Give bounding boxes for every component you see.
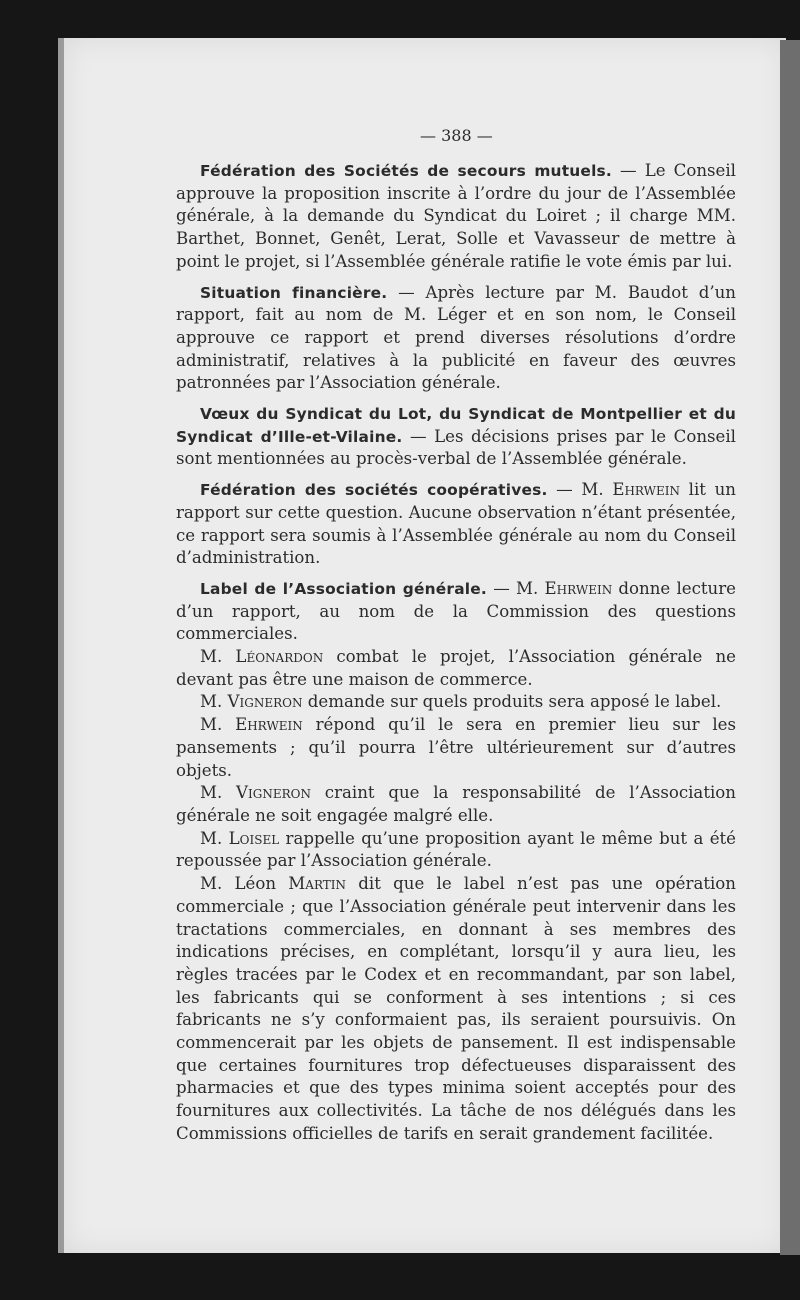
paragraph-voeux-syndicats xyxy=(176,403,736,471)
person-name: Ehrwein xyxy=(544,578,613,598)
paragraph-text: M. xyxy=(200,783,237,803)
discussion-paragraph xyxy=(176,873,736,1145)
paragraph-text: — Le Conseil approuve la proposition inscrite à l’ordre du jour de l’Assemblée générale, à la demande du Syndicat du Loiret ; il charge MM. Barthet, Bonnet, Genêt, Lerat, Solle et Vavasseur de mettre à point le projet, si l’Assemblée générale ratifie le vote émis par lui. xyxy=(176,161,736,271)
paragraph-text: dit que le label n’est pas une opération commerciale ; que l’Association générale peut intervenir dans les tractations commerciales, en donnant à ses membres des indications précises, en complétant, lorsqu’il y aura lieu, les règles tracées par le Codex et en recommandant, par son label, les fabricants qui se conforment à ses intentions ; si ces fabricants ne s’y conformaient pas, ils seraient poursuivis. On commencerait par les objets de pansement. Il est indispensable que certaines fournitures trop défectueuses disparaissent des pharmacies et que des types minima soient acceptés pour des fournitures aux collectivités. La tâche de nos délégués dans les Commissions officielles de tarifs en serait grandement facilitée. xyxy=(176,874,736,1143)
person-name: Ehrwein xyxy=(235,715,303,735)
paragraph-label-association xyxy=(176,578,736,646)
person-name: Vigneron xyxy=(236,783,311,803)
paragraph-text: M. Léon xyxy=(200,874,289,894)
person-name: Ehrwein xyxy=(612,480,681,500)
paragraph-text: répond qu’il le sera en premier lieu sur les pansements ; qu’il pourra l’être ultérieurement sur d’autres objets. xyxy=(176,715,736,780)
person-name: Martin xyxy=(288,874,347,894)
paragraph-situation-financiere xyxy=(176,282,736,396)
section-heading: Fédération des sociétés coopératives. xyxy=(200,481,548,500)
section-heading: Vœux du Syndicat du Lot, du Syndicat de Montpellier et du Syndicat d’Ille-et-Vilaine. xyxy=(176,405,736,446)
paragraph-federation-secours xyxy=(176,160,736,274)
paragraph-text: M. xyxy=(200,647,236,667)
section-heading: Label de l’Association générale. xyxy=(200,579,487,598)
page-body xyxy=(176,160,736,1146)
paragraph-text: rappelle qu’une proposition ayant le même but a été repoussée par l’Association générale. xyxy=(176,828,737,871)
person-name: Loisel xyxy=(228,828,280,848)
discussion-paragraph xyxy=(176,646,736,691)
discussion-paragraph xyxy=(176,714,736,782)
paragraph-text: M. xyxy=(200,715,236,735)
paragraph-text: M. xyxy=(200,692,228,712)
paragraph-text: M. xyxy=(200,828,229,848)
person-name: Vigneron xyxy=(227,692,303,712)
paragraph-text: combat le projet, l’Association générale ne devant pas être une maison de commerce. xyxy=(176,647,736,689)
paragraph-text: demande sur quels produits sera apposé le label. xyxy=(302,692,722,712)
discussion-paragraph xyxy=(176,828,736,873)
section-heading: Situation financière. xyxy=(200,283,388,302)
page-number: — 388 — xyxy=(420,126,493,145)
paragraph-text: donne lecture d’un rapport, au nom de la Commission des questions commerciales. xyxy=(176,578,736,644)
paragraph-federation-cooperatives xyxy=(176,479,736,570)
paragraph-text: — Après lecture par M. Baudot d’un rapport, fait au nom de M. Léger et en son nom, le Conseil approuve ce rapport et prend diverses résolutions d’ordre administratif, relatives à la publicité en faveur des œuvres patronnées par l’Association générale. xyxy=(176,282,736,393)
paragraph-text: — Les décisions prises par le Conseil sont mentionnées au procès-verbal de l’Assemblée générale. xyxy=(176,426,736,469)
paragraph-text: craint que la responsabilité de l’Association générale ne soit engagée malgré elle. xyxy=(176,783,736,825)
person-name: Léonardon xyxy=(235,647,324,667)
paragraph-text: — M. xyxy=(486,578,545,598)
section-heading: Fédération des Sociétés de secours mutuels. xyxy=(200,162,612,180)
discussion-paragraph xyxy=(176,782,736,827)
discussion-paragraph xyxy=(176,691,736,714)
paragraph-text: lit un rapport sur cette question. Aucune observation n’étant présentée, ce rapport sera soumis à l’Assemblée générale au nom du Conseil d’administration. xyxy=(176,480,736,568)
page-edge xyxy=(780,40,800,1255)
paragraph-text: — M. xyxy=(547,480,613,500)
